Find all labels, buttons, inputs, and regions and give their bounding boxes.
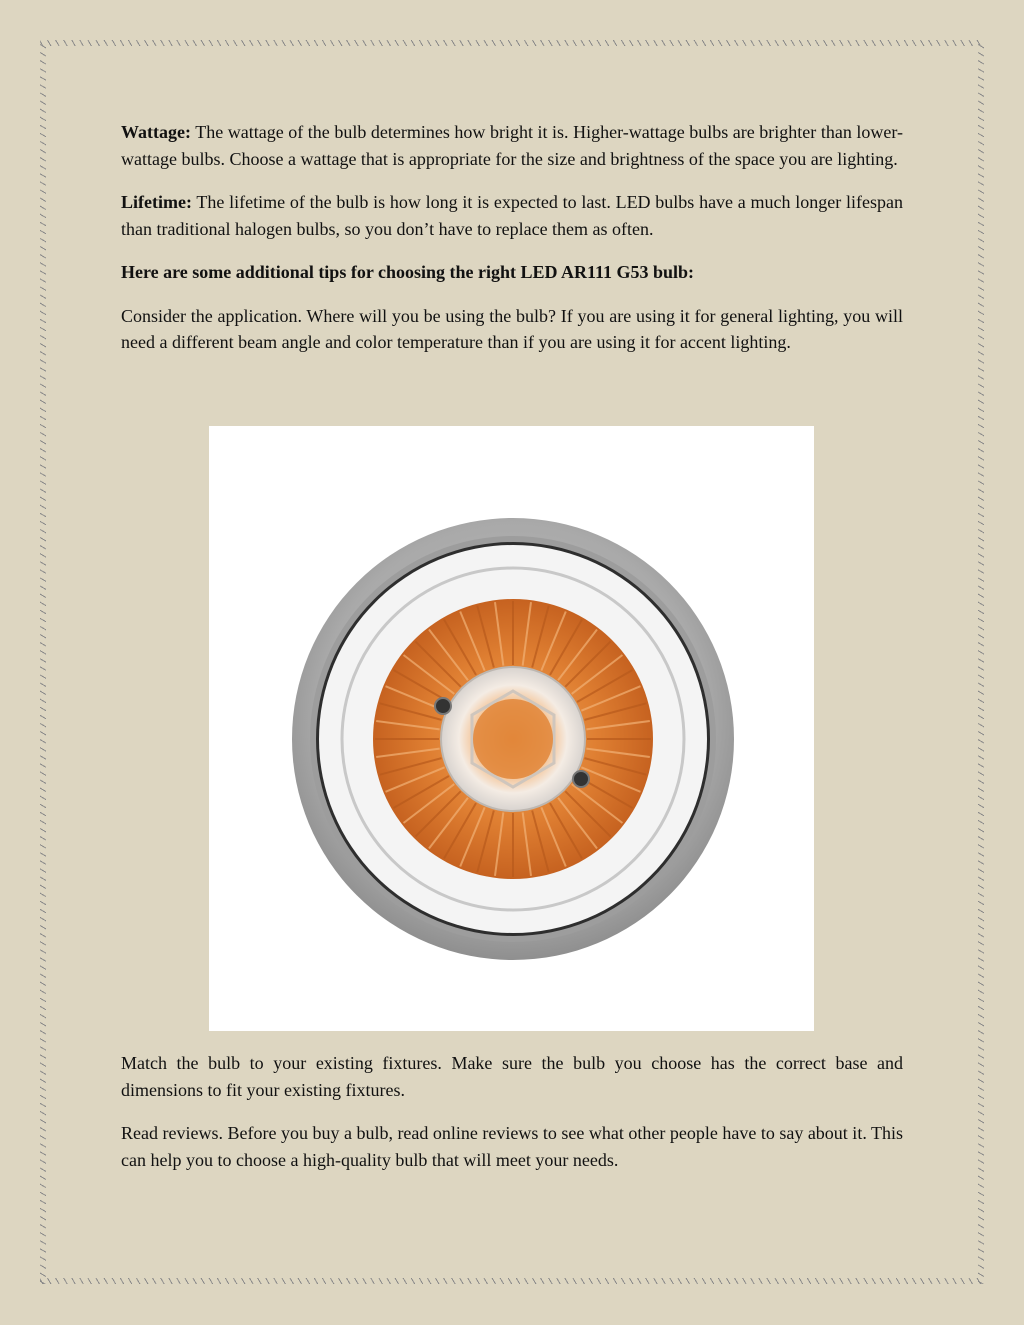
led-chip [473, 699, 553, 779]
border-right [978, 40, 984, 1284]
paragraph-lifetime [121, 189, 903, 242]
tips-heading: Here are some additional tips for choosing the right LED AR111 G53 bulb: [121, 262, 695, 282]
lifetime-label: Lifetime: [121, 192, 192, 212]
screw-right [573, 771, 589, 787]
article-body-bottom [121, 1050, 903, 1190]
paragraph-match: Match the bulb to your existing fixtures. Make sure the bulb you choose has the correct base and dimensions to fit your existing fixtures. [121, 1053, 903, 1100]
border-bottom [40, 1278, 984, 1284]
wattage-text: The wattage of the bulb determines how bright it is. Higher-wattage bulbs are brighter than lower-wattage bulbs. Choose a wattage that is appropriate for the size and brightness of the space you are lighting. [121, 122, 903, 169]
border-top [40, 40, 984, 46]
lifetime-text: The lifetime of the bulb is how long it is expected to last. LED bulbs have a much longer lifespan than traditional halogen bulbs, so you don’t have to replace them as often. [121, 192, 903, 239]
led-bulb-illustration [209, 426, 814, 1031]
paragraph-application: Consider the application. Where will you be using the bulb? If you are using it for general lighting, you will need a different beam angle and color temperature than if you are using it for accent lighting. [121, 305, 903, 352]
article-body-top [121, 119, 903, 373]
paragraph-wattage [121, 119, 903, 172]
paragraph-reviews: Read reviews. Before you buy a bulb, read online reviews to see what other people have to say about it. This can help you to choose a high-quality bulb that will meet your needs. [121, 1123, 903, 1170]
led-bulb-image [209, 426, 814, 1031]
border-left [40, 40, 46, 1284]
wattage-label: Wattage: [121, 122, 191, 142]
screw-left [435, 698, 451, 714]
